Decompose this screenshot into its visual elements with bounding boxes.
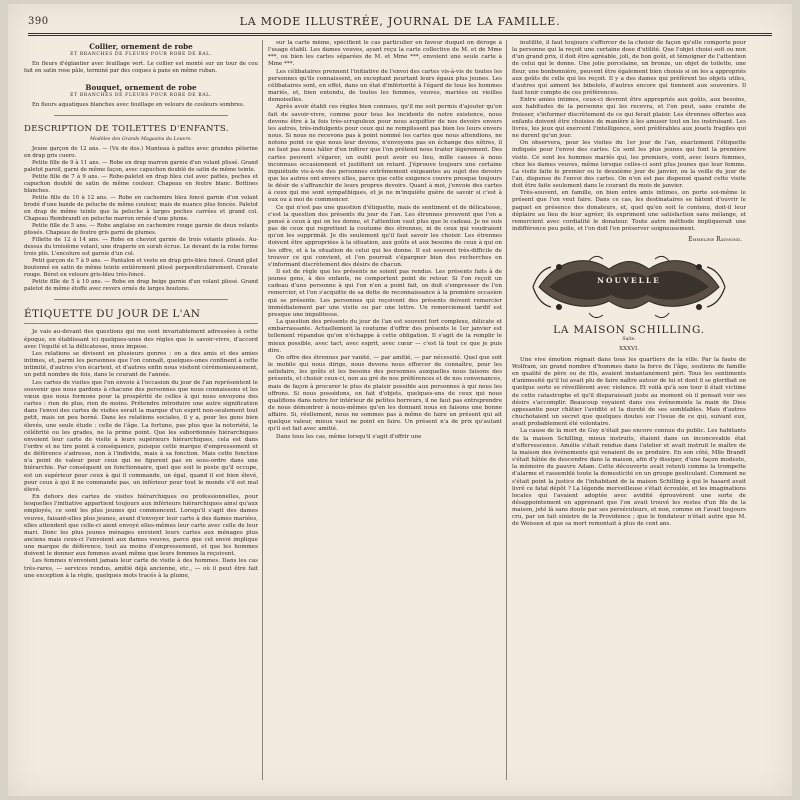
- etiquette-paragraph: La question des présents du jour de l'an est souvent fort complexe, délicate et embarrassante. Actuellement la coutume d'offrir des présents le 1er janvier est tellement répandue qu'on n'échappe à cette obligation. Il s'agit de la remplir le mieux possible, avec tact, avec esprit, avec cœur — c'est là tout ce que je puis dire.: [268, 319, 502, 354]
- column-right: [512, 40, 746, 790]
- etiquette-paragraph: Les femmes n'envoient jamais leur carte de visite à des hommes. Dans les cas très-rares, — services rendus, amitié déjà ancienne, etc., — où il peut être fait une exception à la règle, quelques mots tracés à la plume,: [24, 558, 258, 579]
- column-left: [24, 40, 258, 790]
- story-title: LA MAISON SCHILLING.: [553, 324, 705, 337]
- etiquette-paragraph: Entre amies intimes, ceux-ci devront être appropriés aux goûts, aux besoins, aux habitudes de la personne qui les recevra, et l'on peut, sans crainte de froisser, s'informer discrètement de ce qui ferait plaisir. Les étrennes offertes aux enfants doivent être choisies de manière à les amuser tout en les instruisant. Les livres, les jeux qui exercent l'intelligence, sont préférables aux jouets fragiles qui ne durent qu'un jour.: [512, 97, 746, 140]
- etiquette-paragraph: Dans tous les cas, même lorsqu'il s'agit d'offrir une: [276, 433, 422, 440]
- etiquette-paragraph: Après avoir établi ces règles bien connues, qu'il me soit permis d'ajouter qu'en fait de savoir-vivre, comme pour tous les incidents de notre existence, nous devons être à la fois très-scrupuleux pour nous acquitter de nos devoirs envers les autres, très-indulgents pour ceux qui ne remplissent pas bien les leurs envers nous. Si nous ne recevons pas à point nommé les cartes que nous attendions, ne notons point ce que nous leur devons, n'envoyons pas en échange des nôtres, il ne faut pas nous hâter d'en inférer que l'on prétend nous traiter légèrement. Des cartes peuvent s'égarer, un oubli peut avoir eu lieu, mille causes à nous inconnues occasionnent et justifient un retard. J'éprouve toujours une certaine inquiétude vis-à-vis des personnes extrêmement exigeantes au sujet des devoirs que les autres ont envers elles, parce que cette exigence couvre presque toujours le désir de s'affranchir de leurs propres devoirs. Quant à moi, j'envoie des cartes à ceux qui me sont sympathiques, et je ne m'inquiète guère de savoir si c'est à eux ou à moi de commencer.: [268, 104, 502, 204]
- section-divider: [54, 299, 228, 300]
- etiquette-paragraph: Il est de règle que les présents ne soient pas rendus. Les présents faits à de jeunes gens, à des enfants, ne comportent point de retour. Si l'on reçoit un cadeau d'une personne à qui l'on n'en a point fait, on doit s'empresser de l'en remercier, et l'on s'acquitte de sa dette de reconnaissance à la première occasion qui se présente. Les personnes qui reçoivent des présents doivent remercier immédiatement par une visite ou par une lettre. Un remerciement tardif est presque une impolitesse.: [268, 269, 502, 318]
- toilette-paragraph: Jeune garçon de 12 ans. — (Vu de dos.) Manteau à pattes avec grandes pèlerine en drap gris cuero.: [24, 146, 258, 160]
- etiquette-paragraph: sur la carte même, spécifient le cas particulier en faveur duquel on déroge à l'usage établi. Les dames veuves, ayant reçu la carte collective de M. et de Mme ***, ou bien les cartes séparées de M. et Mme ***, envoient une seule carte à Mme ***.: [268, 40, 502, 68]
- title-underline: [24, 323, 258, 324]
- newspaper-page: [8, 4, 792, 796]
- page-header: [28, 14, 772, 32]
- author-signature: Emmeline Raymond.: [688, 236, 742, 244]
- etiquette-paragraph: On offre des étrennes par vanité, — par amitié, — par nécessité. Quel que soit le mobile qui nous dirige, nous devons nous efforcer de connaître, pour les satisfaire, les goûts et les besoins des personnes auxquelles nous faisons des présents, et choisir ceux-ci, non au gré de nos préférences et de nos convenances, mais de façon à procurer le plus de plaisir possible aux personnes à qui nous les offrons. Si nous possédons, en fait d'objets, quelques-uns de ceux qui nous qualifions dans notre for intérieur de petites horreurs, il ne faut pas entreprendre de nous démontrer à nous-mêmes qu'en les donnant nous en faisons une bonne affaire. Si, réellement, nous ne sommes pas à même de faire un présent qui ait quelque valeur, mieux vaut ne point en faire. Un présent n'a de prix qu'autant qu'il est fait avec amitié.: [268, 354, 502, 433]
- collier-subtitle: ET BRANCHES DE FLEURS POUR ROBE DE BAL.: [70, 52, 212, 57]
- section-divider: [54, 115, 228, 116]
- etiquette-paragraph: Très-souvent, en famille, on bien entre amis intimes, on porte soi-même le présent que l'on veut faire. Dans ce cas, les destinataires se hâtent d'ouvrir le paquet en présence des donateurs, et, quel qu'en soit le contenu, doit-il leur déplaire au lieu de leur agréer, ils expriment une satisfaction sans mélange, et remercient avec cordialité le donateur. Toute autre méthode impliquerait une indifférence peu polie, et l'on doit l'en préserver soigneusement.: [512, 190, 746, 233]
- toilette-paragraph: Petite fille de 7 à 9 ans. — Robe-paletot en drap bleu ciel avec pattes, poches et capuchon doublé de satin de même couleur. Chapeau en feutre blanc. Bottines blanches.: [24, 174, 258, 195]
- toilette-paragraph: Petite fille de 10 à 12 ans. — Robe en cachemire bleu foncé garnie d'un volant brodé d'une bande de peluche de même couleur, mais de nuance plus foncée. Paletot en drap de même teinte que la peluche à larges poches carrées et grand col. Chapeau Rembrandt en peluche marron ornée d'une plume.: [24, 195, 258, 223]
- toilette-paragraph: Petit garçon de 7 à 9 ans. — Pantalon et veste en drap gris-bleu foncé. Grand gilet boutonné en satin de même teinte entièrement plissé perpendiculairement. Cravate rouge. Béret en velours gris-bleu très-foncé.: [24, 258, 258, 279]
- etiquette-paragraph: Je vais au-devant des questions qui me sont invariablement adressées à cette époque, en établissant ici quelques-unes des règles que le savoir-vivre, d'accord avec l'équité et la délicatesse, nous impose.: [24, 329, 258, 350]
- collier-text: En fleurs d'églantier avec feuillage vert. Le collier est monté sur un tour de cou fait en satin rose pâle, terminé par des coques à pans en même ruban.: [24, 61, 258, 75]
- story-suite: Suite.: [622, 336, 636, 342]
- etiquette-paragraph: On observera, pour les visites du 1er jour de l'an, exactement l'étiquette indiquée pour l'envoi des cartes. Ce sont les plus jeunes qui font la première visite. Ce sont les hommes mariés qui, les premiers, vont, avec leurs femmes, chez les dames veuves, même lorsque celles-ci sont plus jeunes que leur femme. La visite faite le premier ou le deuxième jour de janvier, ou la veille du jour de l'an, dispense de l'envoi des cartes. On n'en est pas dispensé quand cette visite doit être faite seulement dans le courant du mois de janvier.: [512, 140, 746, 190]
- toilette-paragraph: Petite fille de 5 à 10 ans. — Robe en drap beige garnie d'un volant plissé. Grand paletot de même étoffe avec revers ornés de larges boutons.: [24, 279, 258, 293]
- etiquette-title: ÉTIQUETTE DU JOUR DE L'AN: [24, 308, 201, 321]
- etiquette-paragraph: En dehors des cartes de visites hiérarchiques ou professionnelles, pour lesquelles l'initiative appartient toujours aux inférieurs hiérarchiques ainsi qu'aux employés, ce sont les plus jeunes qui commencent. Lorsqu'il s'agit des dames veuves, faisant-elles plus jeunes, avant d'envoyer leur carte à des dames mariées, elles attendent que celle-ci aient envoyé elles-mêmes leur carte avec celle de leur mari. Donc les plus jeunes ménages envoient leurs cartes aux ménages plus anciens mais ceux-ci l'envoient aux dames veuves, parce que cet envoi implique une marque de déférence, tout au moins d'empressement, et que les hommes doivent le donner aux femmes avant même que leurs femmes la reçoivent.: [24, 494, 258, 558]
- story-paragraph: Une vive émotion régnait dans tous les quartiers de la ville. Par la faute de Wolfram, un grand nombre d'hommes dans la force de l'âge, soutiens de famille en qualité de père ou de fils, avaient instantanément péri. Tous les sentiments d'animosité qu'il lui avait plu de faire naître autour de lui et dont il se glorifiait en quelque sorte se réveillèrent avec violence. Et voilà qu'à son tour il était victime de cette catastrophe et qu'il disparaissait juste au moment où il pensait voir ses désirs s'accomplir. Beaucoup voyaient dans ces événements la main de Dieu appesantie pour châtier l'avidité et la dureté de ses semblables. Mais d'autres chuchotaient un secret que quelques doutes sur l'issue de ce qui, suivant eux, avait probablement été volontaire.: [512, 356, 746, 428]
- bouquet-subtitle: ET BRANCHES DE FLEURS POUR ROBE DE BAL.: [70, 93, 212, 99]
- chapter-number: XXXVI.: [619, 345, 639, 352]
- etiquette-paragraph: inutilité, il faut toujours s'efforcer de la choisir de façon qu'elle comporte pour la personne qui la reçoit une certaine dose d'utilité. Que l'objet choisi soit ou non d'un grand prix, il doit être agréable, joli, de bon goût, et témoigner de l'attention de celui qui le donne. Une jolie porcelaine, un bronze, un objet de toilette, une fleur, une bonbonnière, peuvent être également bien choisis si on les a appropriés aux goûts de celle qui les reçoit. Il y a des dames qui préfèrent les objets utiles, d'autres qui aiment les bibelots, d'autres encore qui tiennent aux souvenirs. Il faut tenir compte de ces préférences.: [512, 40, 746, 97]
- etiquette-paragraph: Les relations se divisent en plusieurs genres : on a des amis et des amies intimes, et, parmi les personnes que l'on connaît, quelques-unes confinent à cette intimité, d'autres s'en écartent, et d'autres enfin nous visitent cérémonieusement, un petit nombre de fois, dans le courant de l'année.: [24, 350, 258, 379]
- bouquet-title: Bouquet, ornement de robe: [85, 83, 197, 93]
- page-number: 390: [28, 16, 49, 27]
- nouvelle-vignette: [529, 247, 729, 321]
- etiquette-paragraph: Les célibataires prennent l'initiative de l'envoi des cartes vis-à-vis de toutes les personnes qu'ils connaissent, en exceptant pourtant leurs égaux plus jeunes. Les célibataires sont, en effet, dans un état d'infériorité à l'égard de tous les hommes mariés, et, bien entendu, de toutes les femmes, veuves, mariées ou vieilles demoiselles.: [268, 68, 502, 104]
- column-middle: [268, 40, 502, 790]
- header-rule: [28, 33, 772, 34]
- story-paragraph: La cause de la mort de Guy n'était pas encore connue du public. Les habitants de la maison Schilling, mieux instruits, étaient dans un inconcevable état d'effervescence. Amélie s'était rendue dans l'atelier et avait instruit le maître de la maison des événements qui venaient de se produire. En son côté, Mlle Brandt s'était hâtée de descendre dans la maison, afin d'y dissiper, d'une façon modeste, la mémoire du pauvre Adam. Cette découverte avait retenti comme la trompette d'alarme et rassemblé toute la domesticité en un groupe gesticulant. Comment ne s'était point la justice de l'inhabitant de la maison Schilling à qui le hasard avait livré ce fatal dépôt ? La légende merveilleuse s'était écroulée, et les imaginations locales qui l'avaient adoptée avec avidité éprouvèrent une sorte de désappointement en apprenant que l'on avait trouvé les restes d'un fils de la maison, jeté là sans doute par ses persécuteurs, et non, comme on l'avait toujours cru, par un fait sinistre de la Providence ; que le fondateur n'était autre que M. de Weissen et que sa mort remontait à plus de cent ans.: [512, 428, 746, 528]
- journal-title: LA MODE ILLUSTRÉE, JOURNAL DE LA FAMILLE.: [239, 15, 561, 28]
- collier-title: Collier, ornement de robe: [89, 42, 193, 51]
- column-divider: [262, 40, 263, 780]
- etiquette-paragraph: Les cartes de visites que l'on envoie à l'occasion du jour de l'an représentent le souvenir que nous gardons à chacune des personnes que nous connaissons et les vœux que nous formons pour la prospérité de celles à qui nous envoyons des cartes : rien de plus, rien de moins. Prétendre introduire une autre signification dans l'envoi des cartes de visites serait la marque d'un esprit non-seulement tout petit, mais un peu borné. Dans les relations sociales, il y a, pour les gens bien élevés, une seule étude : celle de l'âge. La fortune, pas plus que la notoriété, la célébrité ou les grades, ne la prime point. Que les subordonnés hiérarchiques envoient leur carte de visite à leurs supérieurs hiérarchiques, cela est dans l'ordre et ne tire point à conséquence, puisque cette marque d'empressement et de déférence s'adresse, non à l'individu, mais à sa fonction. Mais cette fonction n'a point de valeur pour ceux qui ne figurent pas en sous-ordre dans une hiérarchie. Par conséquent un fonctionnaire, quel que soit le poste qu'il occupe, est un supérieur pour ceux à qui il commande, un égal, quand il est bien élevé, pour ceux à qui il ne commande pas, un inférieur pour tout le monde s'il est mal élevé.: [24, 379, 258, 493]
- toilettes-source: Modèles des Grands Magasins du Louvre.: [89, 137, 193, 143]
- toilette-paragraph: Petite fille de 9 à 11 ans. — Robe en drap marron garnie d'un volant plissé. Grand paletot pareil, garni de même façon, avec capuchon doublé de satin de même teinte.: [24, 160, 258, 174]
- vignette-label: NOUVELLE: [597, 276, 661, 286]
- etiquette-paragraph: Ce qui n'est pas une question d'étiquette, mais de sentiment et de délicatesse, c'est la question des présents du jour de l'an. Les étrennes prouvent que l'on a pensé à ceux à qui on les donne, et l'attention vaut plus que le cadeau. Je ne suis pas de ceux qui regrettent la coutume des étrennes, ni de ceux qui voudraient qu'on les supprimât. Je dis seulement qu'il faut savoir les choisir. Les étrennes doivent être appropriées à la situation, aux goûts et aux besoins de ceux à qui on les offre, et à la situation de celui qui les donne. Il est souvent très-difficile de trouver ce qui convient, et l'on pourrait s'épargner bien des recherches en s'informant discrètement des désirs de chacun.: [268, 204, 502, 268]
- bouquet-text: En fleurs aquatiques blanches avec feuillage en velours de couleurs sombres.: [32, 102, 245, 109]
- toilette-paragraph: Petite fille de 5 ans. — Robe anglaise en cachemire rouge garnie de deux volants plissés. Chapeau de feutre gris garni de plumes.: [24, 223, 258, 237]
- toilette-paragraph: Fillette de 12 à 14 ans. — Robe en cheviot garnie de trois volants plissés. Au-dessus du troisième volant, une draperie en surah écrue. Le devant de la robe forme trois plis. L'encolure est garnie d'un col.: [24, 237, 258, 258]
- column-divider: [506, 40, 507, 780]
- header-rule-thin: [28, 35, 772, 36]
- toilettes-title: DESCRIPTION DE TOILETTES D'ENFANTS.: [24, 124, 229, 135]
